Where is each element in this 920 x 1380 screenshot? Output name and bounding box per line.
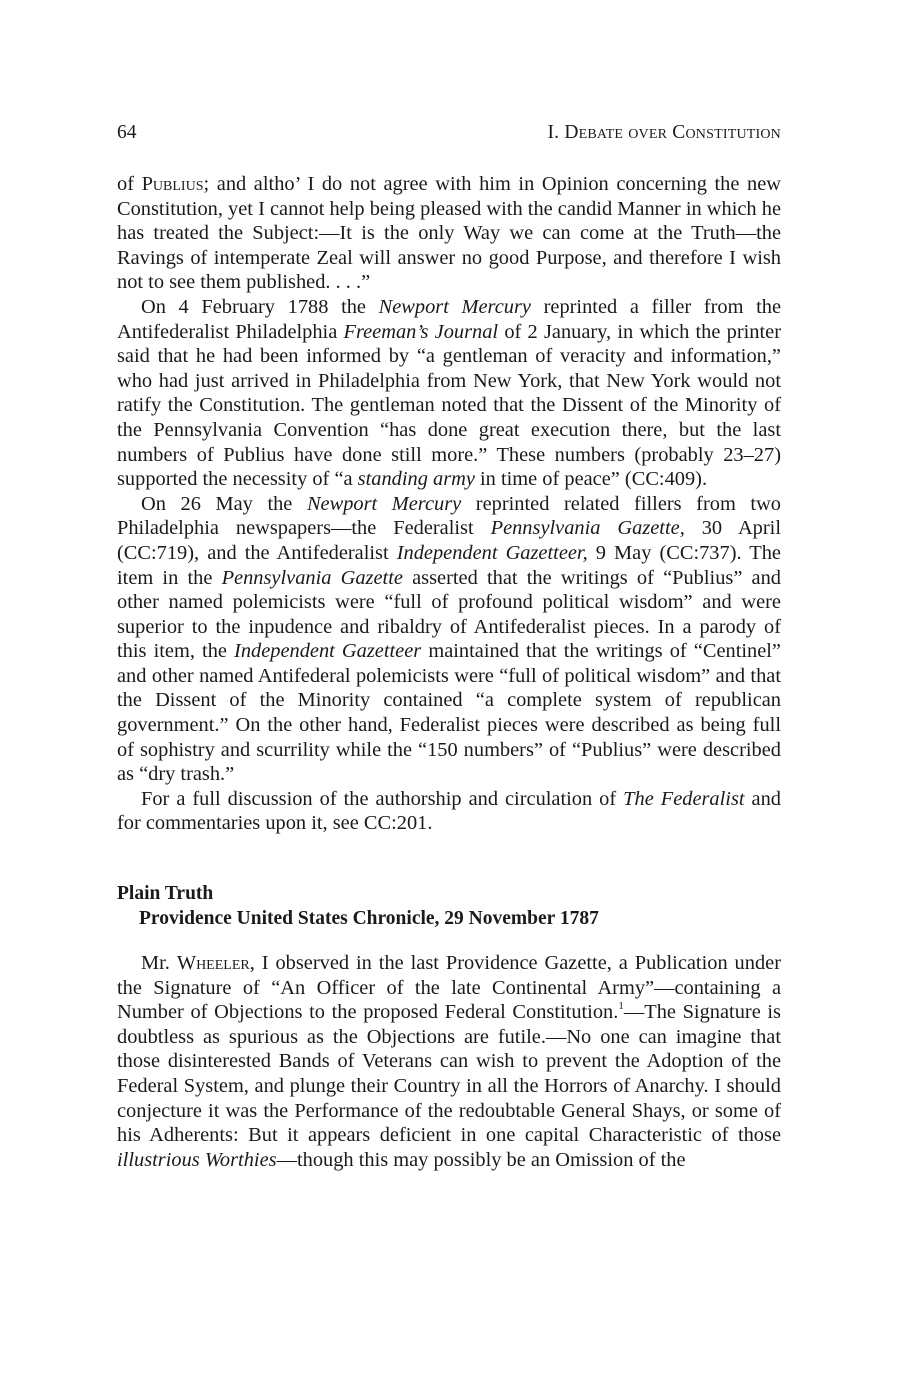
page-number: 64 — [117, 122, 137, 143]
paragraph-newport-mercury-feb: On 4 February 1788 the Newport Mercury reprinted a filler from the Antifederalist Philadelphia Freeman’s Journal of 2 January, in which the printer said that he had been informed by “a gentleman of veracity and information,” who had just arrived in Philadelphia from New York, that New York would not ratify the Constitution. The gentleman noted that the Dissent of the Minority of the Pennsylvania Convention “has done great execution there, but the last numbers of Publius have done still more.” These numbers (probably 23–27) supported the necessity of “a standing army in time of peace” (CC:409). — [117, 295, 781, 491]
paragraph-federalist-discussion: For a full discussion of the authorship and circulation of The Federalist and for commentaries upon it, see CC:201. — [117, 787, 781, 835]
paragraph-newport-mercury-may: On 26 May the Newport Mercury reprinted related fillers from two Philadelphia newspapers—the Federalist Pennsylvania Gazette, 30 April (CC:719), and the Antifederalist Independent Gazetteer, 9 May (CC:737). The item in the Pennsylvania Gazette asserted that the writings of “Publius” and other named polemicists were “full of profound political wisdom” and were superior to the inpudence and ribaldry of Antifederalist pieces. In a parody of this item, the Independent Gazetteer maintained that the writings of “Centinel” and other named Antifederal polemicists were “full of political wisdom” and that the Dissent of the Minority contained “a complete system of republican government.” On the other hand, Federalist pieces were described as being full of sophistry and scurrility while the “150 numbers” of “Publius” were described as “dry trash.” — [117, 492, 782, 786]
section-title: Plain Truth — [117, 883, 214, 905]
paragraph-publius-quote: of Publius; and altho’ I do not agree with him in Opinion concerning the new Constitution, yet I cannot help being pleased with the candid Manner in which he has treated the Subject:—It is the only Way we can come at the Truth—the Ravings of intemperate Zeal will answer no good Purpose, and therefore I wish not to see them published. . . .” — [117, 173, 781, 294]
running-header — [117, 122, 781, 150]
paragraph-plain-truth: Mr. Wheeler, I observed in the last Providence Gazette, a Publication under the Signature of “An Officer of the late Continental Army”—containing a Number of Objections to the proposed Federal Constitution.$^1$—The Signature is doubtless as spurious as the Objections are futile.—No one can imagine that those disinterested Bands of Veterans can wish to prevent the Adoption of the Federal System, and plunge their Country in all the Horrors of Anarchy. I should conjecture it was the Performance of the redoubtable General Shays, or some of his Adherents: But it appears deficient in one capital Characteristic of those illustrious Worthies—though this may possibly be an Omission of the — [117, 952, 781, 1171]
running-head-title: I. Debate over Constitution — [547, 122, 781, 143]
footnote-marker: 1 — [618, 1000, 624, 1013]
page-body — [117, 172, 781, 1172]
section-subtitle: Providence United States Chronicle, 29 November 1787 — [139, 908, 599, 930]
